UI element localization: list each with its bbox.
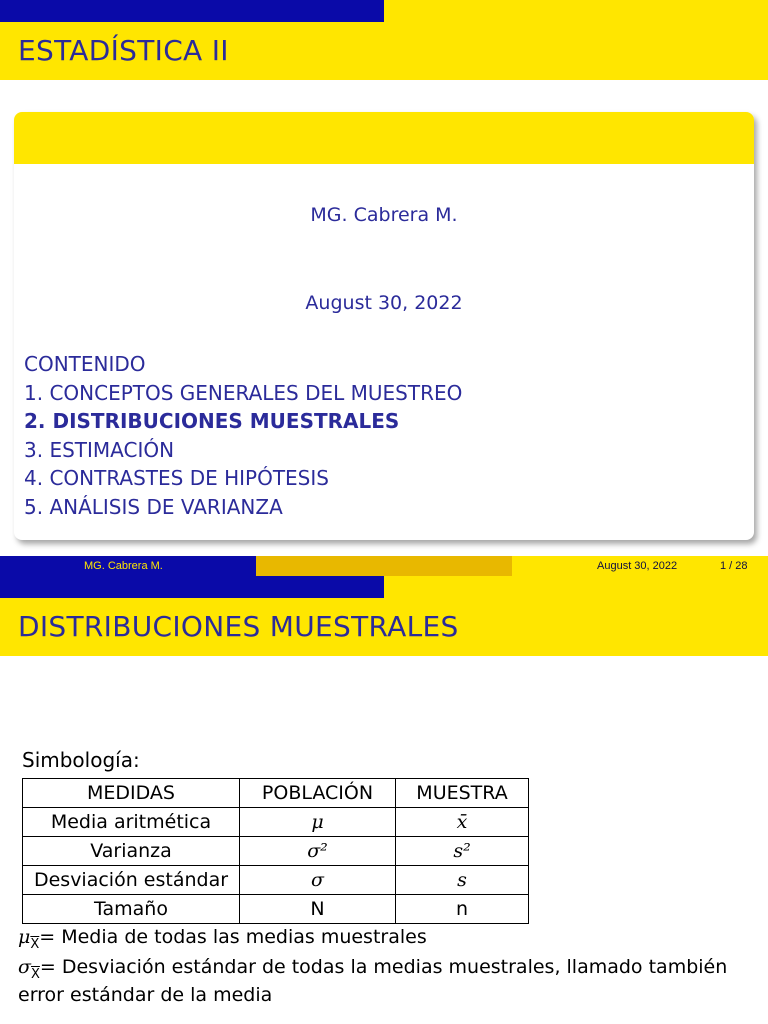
footer-right-section: [512, 556, 768, 576]
table-header-cell: MEDIDAS: [23, 779, 240, 808]
frame-title: ESTADÍSTICA II: [0, 22, 768, 80]
toc-item-4[interactable]: 4. CONTRASTES DE HIPÓTESIS: [24, 466, 329, 490]
subscript-x: X: [30, 936, 40, 952]
top-bar-yellow: [384, 576, 768, 598]
footer-date: August 30, 2022: [597, 560, 678, 572]
toc-item-2[interactable]: 2. DISTRIBUCIONES MUESTRALES: [24, 409, 400, 433]
table-cell: Tamaño: [23, 895, 240, 924]
table-of-contents: [24, 350, 462, 521]
table-cell: Desviación estándar: [23, 866, 240, 895]
top-bar-yellow: [384, 0, 768, 22]
toc-heading[interactable]: CONTENIDO: [24, 352, 146, 376]
table-row: [23, 866, 529, 895]
footer-author: MG. Cabrera M.: [84, 560, 163, 572]
table-cell: s: [396, 866, 529, 895]
footer-page-number: 1 / 28: [720, 560, 748, 572]
footer-author-section: [0, 556, 256, 576]
footer-middle-section: [256, 556, 512, 576]
top-bar-blue: [0, 576, 384, 598]
top-bar-blue: [0, 0, 384, 22]
table-row: [23, 837, 529, 866]
sigma-definition-continued: error estándar de la media: [18, 984, 273, 1006]
table-header-cell: MUESTRA: [396, 779, 529, 808]
table-cell: Varianza: [23, 837, 240, 866]
table-header-cell: POBLACIÓN: [240, 779, 396, 808]
content-slide: [0, 558, 768, 1024]
author: MG. Cabrera M.: [310, 204, 458, 226]
title-box-header: [14, 112, 754, 164]
toc-item-3[interactable]: 3. ESTIMACIÓN: [24, 437, 175, 462]
mu-definition: [18, 926, 427, 952]
table-cell: n: [396, 895, 529, 924]
sigma-definition: [18, 956, 727, 982]
mu-text: = Media de todas las medias muestrales: [39, 926, 427, 948]
subscript-x: X: [30, 966, 40, 982]
toc-item-1[interactable]: 1. CONCEPTOS GENERALES DEL MUESTREO: [24, 380, 463, 405]
frame-title: DISTRIBUCIONES MUESTRALES: [0, 598, 768, 656]
slide-footer: [0, 556, 768, 576]
table-row: [23, 895, 529, 924]
table-cell: μ: [240, 808, 396, 837]
table-cell: s²: [396, 837, 529, 866]
table-cell: Media aritmética: [23, 808, 240, 837]
table-cell: σ: [240, 866, 396, 895]
top-bar: [0, 0, 768, 22]
top-bar: [0, 576, 768, 598]
toc-item-5[interactable]: 5. ANÁLISIS DE VARIANZA: [24, 494, 283, 519]
sigma-symbol: σ: [18, 956, 31, 978]
table-cell: N: [240, 895, 396, 924]
sigma-text: = Desviación estándar de todas la medias muestrales, llamado también: [39, 956, 728, 978]
date: August 30, 2022: [305, 292, 463, 314]
simbologia-label: Simbología:: [22, 748, 140, 772]
mu-symbol: μ: [18, 926, 31, 948]
symbol-table: [22, 778, 529, 924]
table-cell: x̄: [396, 808, 529, 837]
table-header-row: [23, 779, 529, 808]
table-row: [23, 808, 529, 837]
table-cell: σ²: [240, 837, 396, 866]
